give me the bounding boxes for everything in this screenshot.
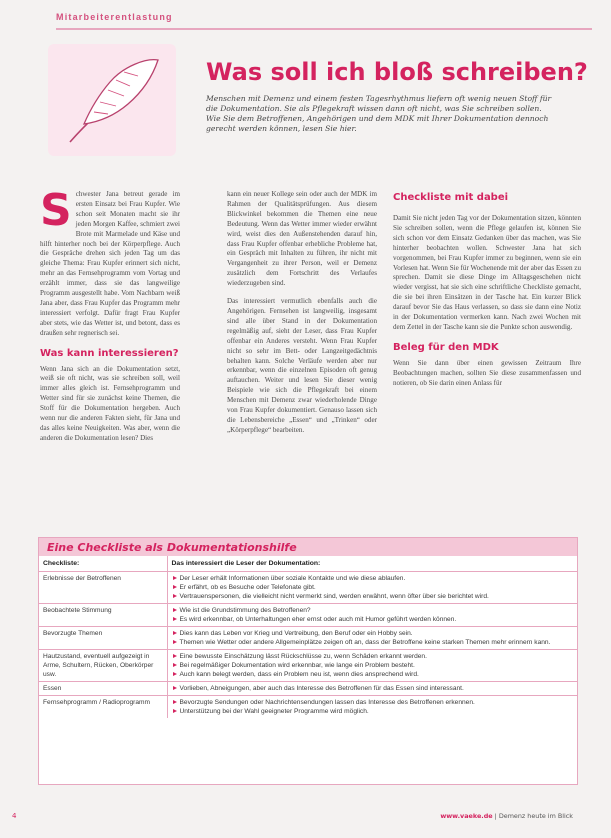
footer-title: | Demenz heute im Blick	[494, 812, 573, 820]
paragraph: Damit Sie nicht jeden Tag vor der Dokumentation sitzen, könnten Sie schreiben sollen, wenn die Pflege gelaufen ist, können Sie sich schon vor dem Einsatz Gedanken über das machen, was Sie hinterher beobachten wollen. Schwester Jana hat sich vorgenommen, bei Frau Kupfer immer zu beginnen, wenn sie ein Vorlesen hat. Wenn Sie für Wochenende mit der aber das Essen zu sprechen. Damit sie diese Dinge im Alltagsgeschehen nicht wieder vergisst, hat sie sich eine schriftliche Checkliste gemacht, die sie bei ihren Einsätzen in der Tasche hat. Ein kurzer Blick darauf bevor Sie das Haus verlassen, so dass sie dann eine Notiz in der Dokumentation vermerken kann. Nach zwei Wochen mit dem Zettel in der Tasche kann sie die Punkte schon auswendig.	[393, 214, 581, 331]
article-column-3	[393, 214, 581, 389]
subheading: Was kann interessieren?	[40, 347, 179, 359]
row-topic: Bevorzugte Themen	[39, 627, 167, 650]
footer-url[interactable]: www.vaeke.de	[440, 812, 493, 820]
feather-illustration	[48, 44, 176, 156]
article-column-2	[227, 190, 377, 436]
list-item: Wie ist die Grundstimmung des Betroffenen?	[172, 606, 574, 615]
list-item: Vorlieben, Abneigungen, aber auch das Interesse des Betroffenen für das Essen sind interessant.	[172, 684, 574, 693]
row-points	[167, 650, 577, 682]
header-rule	[56, 28, 592, 30]
row-topic: Fernsehprogramm / Radioprogramm	[39, 696, 167, 719]
table-row	[39, 572, 577, 604]
row-points	[167, 696, 577, 719]
list-item: Vertrauenspersonen, die vielleicht nicht vermerkt sind, werden erwähnt, wenn öfter über sie berichtet wird.	[172, 592, 574, 601]
page-number: 4	[12, 812, 17, 820]
row-topic: Beobachtete Stimmung	[39, 604, 167, 627]
list-item: Bei regelmäßiger Dokumentation wird erkennbar, wie lange ein Problem besteht.	[172, 661, 574, 670]
table-row	[39, 682, 577, 696]
checklist-table	[39, 556, 577, 718]
subheading: Beleg für den MDK	[393, 341, 499, 353]
table-row	[39, 696, 577, 719]
list-item: Der Leser erhält Informationen über soziale Kontakte und wie diese ablaufen.	[172, 574, 574, 583]
paragraph: Wenn Jana sich an die Dokumentation setzt, weiß sie oft nicht, was sie schreiben soll, weil immer alles gleich ist. Fernsehprogramm und Wetter sind für sie zunächst keine Themen, die Stoff für die Dokumentation hergeben. Auch wenn nur die anderen Fakten sieht, für Jana und das alles keine Neuigkeiten. Was aber, wenn die anderen die Dokumentation lesen? Dies	[40, 364, 180, 442]
drop-cap: S	[40, 185, 72, 236]
row-topic: Essen	[39, 682, 167, 696]
list-item: Eine bewusste Einschätzung lässt Rückschlüsse zu, wenn Schäden erkannt werden.	[172, 652, 574, 661]
paragraph: Wenn Sie dann über einen gewissen Zeitraum Ihre Beobachtungen machen, sollten Sie diese zusammenfassen und notieren, ob Sie darin einen Anlass für	[393, 358, 581, 387]
section-label: Mitarbeiterentlastung	[56, 12, 173, 22]
list-item: Er erfährt, ob es Besuche oder Telefonate gibt.	[172, 583, 574, 592]
lead-paragraph: Menschen mit Demenz und einem festen Tagesrhythmus liefern oft wenig neuen Stoff für die Dokumentation. Sie als Pflegekraft wissen dann oft nicht, was Sie schreiben sollen. Wie Sie dem Betroffenen, Angehörigen und dem MDK mit Ihrer Dokumentation dennoch gerecht werden können, lesen Sie hier.	[206, 94, 552, 133]
list-item: Dies kann das Leben vor Krieg und Vertreibung, den Beruf oder ein Hobby sein.	[172, 629, 574, 638]
list-item: Themen wie Wetter oder andere Allgemeinplätze zeigen oft an, dass der Betroffene keine starken Themen mehr erinnern kann.	[172, 638, 574, 647]
column-header-interest: Das interessiert die Leser der Dokumentation:	[167, 556, 577, 572]
page-title: Was soll ich bloß schreiben?	[206, 58, 588, 86]
table-row	[39, 604, 577, 627]
list-item: Bevorzugte Sendungen oder Nachrichtensendungen lassen das Interesse des Betroffenen erkennen.	[172, 698, 574, 707]
article-column-1	[40, 185, 180, 444]
row-points	[167, 572, 577, 604]
paragraph: Das interessiert vermutlich ebenfalls auch die Angehörigen. Fernsehen ist langweilig, insgesamt sind alle über Stand in der Dokumentation regelmäßig auf, sieht der Leser, dass Frau Kupfer offenbar ein Anderes versteht. Wenn Frau Kupfer nicht so sehr im Bett- oder Langzeitgedächtnis behalten kann. Solche Verläufe werden aber nur erkennbar, wenn die einzelnen Episoden oft genug auftauchen. Weiter und lesen Sie dieser wenig Beispiele wie sich die Pflegekraft bei einem Menschen mit Demenz zwar wiederholende Dinge von Frau Kupfer dokumentiert. Genauso lassen sich die Lebensbereiche „Essen“ und „Trinken“ oder „Körperpflege“ bearbeiten.	[227, 297, 377, 434]
checklist-box	[38, 537, 578, 785]
list-item: Auch kann belegt werden, dass ein Problem neu ist, wenn dies ansprechend wird.	[172, 670, 574, 679]
row-topic: Erlebnisse der Betroffenen	[39, 572, 167, 604]
list-item: Unterstützung bei der Wahl geeigneter Programme wird möglich.	[172, 707, 574, 716]
table-row	[39, 650, 577, 682]
table-row	[39, 627, 577, 650]
row-points	[167, 627, 577, 650]
feather-icon	[54, 46, 170, 154]
footer	[440, 812, 573, 820]
column-header-topic: Checkliste:	[39, 556, 167, 572]
subheading: Checkliste mit dabei	[393, 192, 509, 203]
paragraph: chwester Jana betreut gerade im ersten Einsatz bei Frau Kupfer. Wie schon seit Monaten macht sie ihr jeden Morgen Kaffee, schmiert zwei Brote mit Marmelade und Käse und hilft hinterher noch bei der Körperpflege. Auch die Gespräche drehen sich jeden Tag um das gleiche Thema: Frau Kupfer erinnert sich nicht, mehr an das Fernsehprogramm vom Vortag und erzählt immer, dass sie das langweilige Programm ausgestellt habe. Vom Nachbarn weiß Jana aber, dass Frau Kupfer das Programm mehr interessiert verfolgt. Dafür fragt Frau Kupfer aber stets, wie das Wetter ist, und betont, dass es draußen sehr regnerisch sei.	[40, 190, 180, 337]
list-item: Es wird erkennbar, ob Unterhaltungen eher ernst oder auch mit Humor geführt werden können.	[172, 615, 574, 624]
row-points	[167, 604, 577, 627]
checklist-title: Eine Checkliste als Dokumentationshilfe	[39, 538, 577, 556]
row-points	[167, 682, 577, 696]
paragraph: kann ein neuer Kollege sein oder auch der MDK im Rahmen der Qualitätsprüfungen. Aus diesem Blickwinkel bekommen die Themen eine neue Bedeutung. Wenn das Wetter immer wieder erwähnt wird, weist dies den Außenstehenden darauf hin, dass Frau Kupfer offenbar erhebliche Probleme hat, ein Gespräch mit Inhalten zu führen, ihr nicht mit Vergangenheit zu ihrer Person, weil er Demenz zusätzlich dem Fortschritt des Verlaufes wiederzugeben sind.	[227, 190, 377, 288]
table-header-row	[39, 556, 577, 572]
row-topic: Hautzustand, eventuell aufgezeigt in Arme, Schultern, Rücken, Oberkörper usw.	[39, 650, 167, 682]
